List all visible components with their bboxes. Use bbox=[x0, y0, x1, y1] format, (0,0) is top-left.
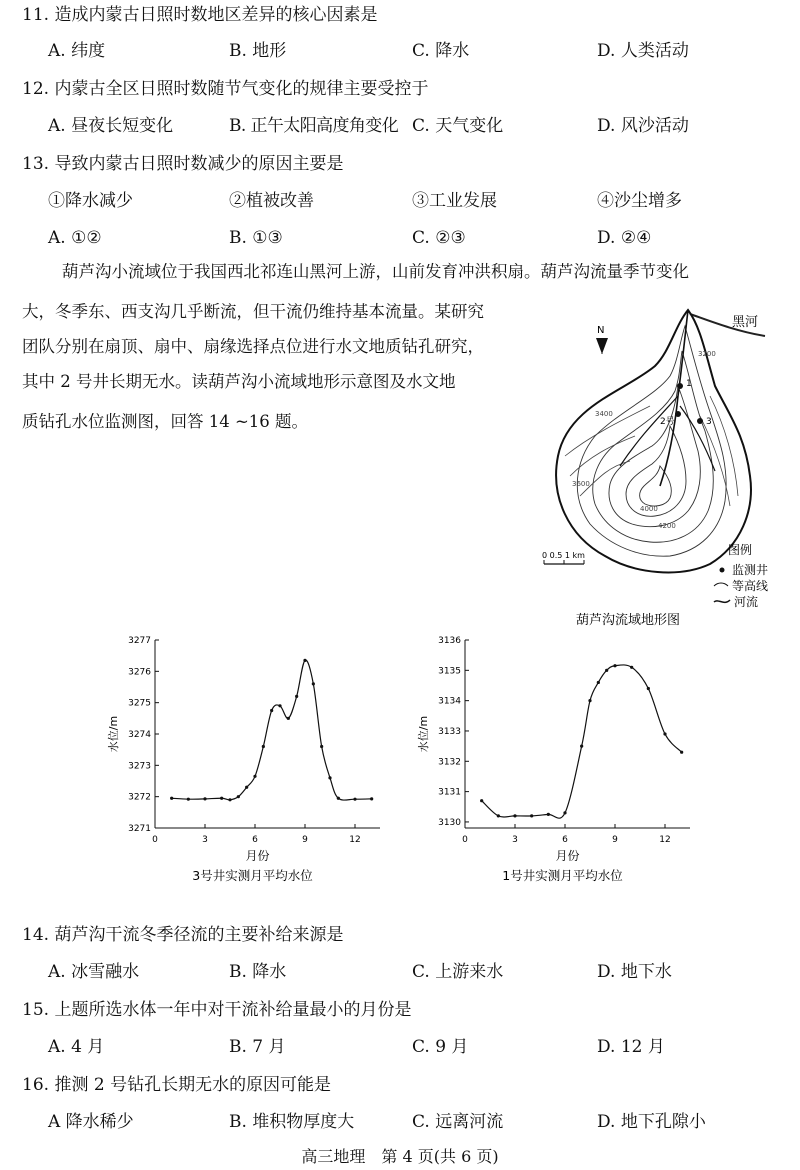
y-tick-label: 3134 bbox=[438, 696, 461, 707]
data-point bbox=[663, 732, 666, 735]
y-tick-label: 3135 bbox=[438, 666, 461, 677]
data-point bbox=[563, 811, 566, 814]
q14-option-c[interactable]: C. 上游来水 bbox=[412, 962, 504, 982]
data-point bbox=[497, 814, 500, 817]
x-tick-label: 12 bbox=[349, 835, 361, 845]
q16-option-a[interactable]: A 降水稀少 bbox=[48, 1112, 134, 1132]
data-point bbox=[547, 813, 550, 816]
data-point bbox=[303, 659, 306, 662]
data-point bbox=[203, 797, 206, 800]
data-point bbox=[647, 687, 650, 690]
y-tick-label: 3271 bbox=[128, 824, 151, 834]
y-tick-label: 3136 bbox=[438, 636, 461, 646]
data-point bbox=[580, 745, 583, 748]
data-point bbox=[287, 717, 290, 720]
q12-option-b[interactable]: B. 正午太阳高度角变化 bbox=[229, 116, 399, 136]
x-tick-label: 0 bbox=[462, 835, 468, 845]
data-point bbox=[530, 814, 533, 817]
y-tick-label: 3276 bbox=[128, 667, 151, 678]
data-point bbox=[480, 799, 483, 802]
passage-line-3: 团队分别在扇顶、扇中、扇缘选择点位进行水文地质钻孔研究， bbox=[22, 337, 484, 356]
q11-option-b[interactable]: B. 地形 bbox=[229, 41, 287, 61]
legend-contour: 等高线 bbox=[732, 579, 769, 593]
y-tick-label: 3133 bbox=[438, 726, 461, 737]
chart-title: 1号井实测月平均水位 bbox=[502, 868, 623, 883]
data-point bbox=[245, 786, 248, 789]
data-point bbox=[613, 664, 616, 667]
data-point bbox=[605, 669, 608, 672]
y-tick-label: 3132 bbox=[438, 757, 461, 768]
well1-water-level-chart bbox=[405, 628, 710, 890]
passage-line-4: 其中 2 号井长期无水。读葫芦沟小流域地形示意图及水文地 bbox=[22, 372, 456, 391]
series-line bbox=[482, 665, 682, 818]
q13-option-a[interactable]: A. ①② bbox=[48, 228, 102, 248]
data-point bbox=[630, 666, 633, 669]
q13-option-d[interactable]: D. ②④ bbox=[597, 228, 652, 248]
q15-option-d[interactable]: D. 12 月 bbox=[597, 1037, 665, 1057]
passage-line-5: 质钻孔水位监测图，回答 14 ~16 题。 bbox=[22, 412, 309, 431]
data-point bbox=[253, 775, 256, 778]
data-point bbox=[513, 814, 516, 817]
scale-label: 0 0.5 1 km bbox=[542, 551, 585, 560]
data-point bbox=[597, 681, 600, 684]
question-16: 16. 推测 2 号钻孔长期无水的原因可能是 bbox=[22, 1075, 332, 1095]
q12-option-d[interactable]: D. 风沙活动 bbox=[597, 116, 689, 136]
q13-item-2: ②植被改善 bbox=[229, 191, 314, 211]
question-12: 12. 内蒙古全区日照时数随节气变化的规律主要受控于 bbox=[22, 79, 429, 99]
data-point bbox=[353, 798, 356, 801]
data-point bbox=[588, 699, 591, 702]
river-label: 黑河 bbox=[732, 315, 759, 330]
x-tick-label: 9 bbox=[302, 835, 308, 845]
q11-option-c[interactable]: C. 降水 bbox=[412, 41, 470, 61]
page-footer: 高三地理 第 4 页(共 6 页) bbox=[301, 1147, 499, 1166]
legend-river: 河流 bbox=[734, 595, 759, 609]
q13-item-1: ①降水减少 bbox=[48, 191, 133, 211]
q13-item-3: ③工业发展 bbox=[412, 191, 497, 211]
north-label: N bbox=[597, 325, 605, 336]
map-caption: 葫芦沟流域地形图 bbox=[576, 613, 681, 628]
contour-label: 3400 bbox=[595, 410, 613, 418]
q16-option-d[interactable]: D. 地下孔隙小 bbox=[597, 1112, 706, 1132]
y-tick-label: 3273 bbox=[128, 761, 151, 772]
question-14: 14. 葫芦沟干流冬季径流的主要补给来源是 bbox=[22, 925, 344, 945]
y-tick-label: 3274 bbox=[128, 730, 151, 740]
y-tick-label: 3277 bbox=[128, 636, 151, 646]
data-point bbox=[170, 797, 173, 800]
data-point bbox=[312, 682, 315, 685]
q11-option-a[interactable]: A. 纬度 bbox=[48, 41, 106, 61]
contour-label: 3200 bbox=[698, 350, 716, 358]
x-tick-label: 3 bbox=[512, 835, 518, 845]
x-tick-label: 6 bbox=[562, 835, 568, 845]
q12-option-a[interactable]: A. 昼夜长短变化 bbox=[48, 116, 174, 136]
q12-option-c[interactable]: C. 天气变化 bbox=[412, 116, 504, 136]
contour-label: 4000 bbox=[640, 505, 658, 513]
q16-option-c[interactable]: C. 远离河流 bbox=[412, 1112, 504, 1132]
legend-well: 监测井 bbox=[732, 563, 769, 577]
legend-title: 图例 bbox=[728, 543, 753, 557]
data-point bbox=[328, 776, 331, 779]
contour-label: 4200 bbox=[658, 522, 676, 530]
series-line bbox=[172, 660, 372, 800]
well3-water-level-chart bbox=[95, 628, 400, 890]
y-tick-label: 3275 bbox=[128, 698, 151, 709]
question-13: 13. 导致内蒙古日照时数减少的原因主要是 bbox=[22, 154, 344, 174]
question-11: 11. 造成内蒙古日照时数地区差异的核心因素是 bbox=[22, 5, 378, 25]
data-point bbox=[370, 797, 373, 800]
y-tick-label: 3130 bbox=[438, 817, 461, 828]
data-point bbox=[337, 797, 340, 800]
q14-option-a[interactable]: A. 冰雪融水 bbox=[48, 962, 140, 982]
q14-option-b[interactable]: B. 降水 bbox=[229, 962, 287, 982]
data-point bbox=[220, 797, 223, 800]
data-point bbox=[228, 798, 231, 801]
data-point bbox=[680, 751, 683, 754]
data-point bbox=[262, 745, 265, 748]
x-tick-label: 3 bbox=[202, 835, 208, 845]
well-1-label: 1 bbox=[686, 379, 692, 389]
y-tick-label: 3131 bbox=[438, 787, 461, 798]
x-tick-label: 12 bbox=[659, 835, 671, 845]
y-axis-label: 水位/m bbox=[107, 715, 120, 753]
x-tick-label: 0 bbox=[152, 835, 158, 845]
q14-option-d[interactable]: D. 地下水 bbox=[597, 962, 672, 982]
x-tick-label: 9 bbox=[612, 835, 618, 845]
chart-title: 3号井实测月平均水位 bbox=[192, 868, 313, 883]
data-point bbox=[270, 709, 273, 712]
x-axis-label: 月份 bbox=[555, 849, 580, 863]
passage-line-2: 大，冬季东、西支沟几乎断流，但干流仍维持基本流量。某研究 bbox=[22, 302, 484, 321]
q13-option-c[interactable]: C. ②③ bbox=[412, 228, 466, 248]
data-point bbox=[237, 795, 240, 798]
x-tick-label: 6 bbox=[252, 835, 258, 845]
topographic-map bbox=[540, 296, 790, 632]
data-point bbox=[320, 745, 323, 748]
x-axis-label: 月份 bbox=[245, 849, 270, 863]
data-point bbox=[187, 798, 190, 801]
data-point bbox=[295, 695, 298, 698]
question-15: 15. 上题所选水体一年中对干流补给量最小的月份是 bbox=[22, 1000, 412, 1020]
well-3-label: 3 bbox=[706, 417, 712, 427]
y-axis-label: 水位/m bbox=[417, 715, 430, 753]
q15-option-c[interactable]: C. 9 月 bbox=[412, 1037, 469, 1057]
q15-option-a[interactable]: A. 4 月 bbox=[48, 1037, 105, 1057]
q15-option-b[interactable]: B. 7 月 bbox=[229, 1037, 286, 1057]
contour-label: 3600 bbox=[572, 480, 590, 488]
y-tick-label: 3272 bbox=[128, 792, 151, 803]
well-2-label: 2号 bbox=[660, 417, 675, 427]
q16-option-b[interactable]: B. 堆积物厚度大 bbox=[229, 1112, 355, 1132]
q11-option-d[interactable]: D. 人类活动 bbox=[597, 41, 689, 61]
passage-line-1: 葫芦沟小流域位于我国西北祁连山黑河上游，山前发育冲洪积扇。葫芦沟流量季节变化 bbox=[62, 262, 689, 281]
data-point bbox=[278, 704, 281, 707]
q13-item-4: ④沙尘增多 bbox=[597, 191, 682, 211]
q13-option-b[interactable]: B. ①③ bbox=[229, 228, 283, 248]
